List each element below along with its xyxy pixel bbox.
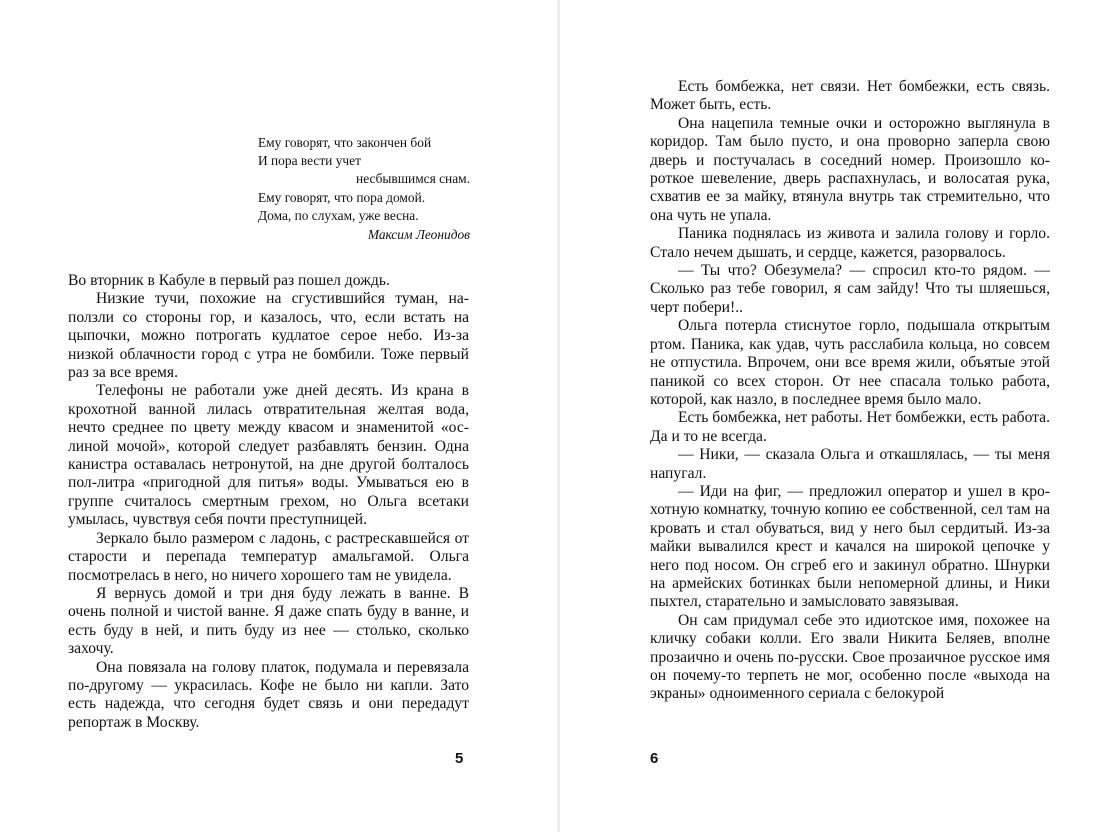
- paragraph: Во вторник в Кабуле в первый раз пошел дождь.: [68, 272, 390, 289]
- paragraph: — Ты что? Обезумела? — спросил кто-то рядом. — Сколько раз тебе говорил, я сам зайду! Что ты шляешься, черт побери!..: [650, 262, 1050, 316]
- epigraph: [258, 134, 470, 244]
- epigraph-line: несбывшимся снам.: [356, 171, 470, 187]
- epigraph-line: Ему говорят, что закончен бой: [258, 135, 432, 150]
- paragraph: Телефоны не работали уже дней десять. Из крана в крохотной ванной лилась отвратительная желтая вода, нечто среднее по цвету между квасом и знаменитой «ослиной мочой», которой следует разбавлять бензин. Одна канистра оставалась нетронутой, на дне другой болталось пол-литра «пригодной для питья» воды. Умываться ею в группе считалось смертным грехом, но Ольга всетаки умылась, чувствуя себя почти преступницей.: [68, 382, 469, 529]
- paragraph: Он сам придумал себе это идиотское имя, похожее на кличку собаки колли. Его звали Никита Беляев, вполне прозаично и очень по-русски. Свое прозаичное русское имя он почему-то терпеть не мог, особенно после «выхода на экраны» одноименного сериала с белокурой: [650, 611, 1050, 703]
- epigraph-author: Максим Леонидов: [367, 227, 470, 243]
- epigraph-line: Ему говорят, что пора домой.: [258, 189, 426, 205]
- page-number: 5: [455, 750, 464, 767]
- paragraph: Есть бомбежка, нет работы. Нет бомбежки, есть работа. Да и то не всегда.: [650, 409, 1050, 445]
- paragraph: Есть бомбежка, нет связи. Нет бомбежки, есть связь. Может быть, есть.: [650, 78, 1050, 114]
- paragraph: Паника поднялась из живота и залила голову и горло. Стало нечем дышать, и сердце, кажется, разорвалось.: [650, 225, 1050, 261]
- paragraph: Низкие тучи, похожие на сгустившийся туман, наползли со стороны гор, и казалось, что, если встать на цыпочки, можно потрогать кудлатое серое небо. Из-за низкой облачности город с утра не бомбили. Тоже первый раз за все время.: [68, 290, 469, 382]
- paragraph: Я вернусь домой и три дня буду лежать в ванне. В очень полной и чистой ванне. Я даже спать буду в ванне, и есть буду в ней, и пить буду из нее — столько, сколько захочу.: [68, 584, 469, 658]
- right-page-text: [650, 78, 1050, 704]
- left-page-text: [68, 272, 469, 732]
- epigraph-line: Дома, по слухам, уже весна.: [258, 207, 419, 223]
- paragraph: — Ники, — сказала Ольга и откашлялась, — ты меня напугал.: [650, 446, 1050, 482]
- paragraph: Она повязала на голову платок, подумала и перевязала по-другому — украсилась. Кофе не было ни капли. Зато есть надежда, что сегодня будет связь и они передадут репортаж в Москву.: [68, 658, 469, 731]
- epigraph-line: И пора вести учет: [258, 153, 361, 169]
- paragraph: Зеркало было размером с ладонь, с растрескавшейся от старости и перепада температур амальгамой. Ольга посмотрелась в него, но ничего хорошего там не увидела.: [68, 529, 469, 584]
- paragraph: — Иди на фиг, — предложил оператор и ушел в крохотную комнатку, точную копию ее собственной, сел там на кровать и стал обуваться, вид у него был сердитый. Из-за майки вывалился крест и качался на широкой цепочке у него под носом. Он сгреб его и закинул обратно. Шнурки на армейских ботинках были непомерной длины, и Ники пыхтел, старательно и замысловато завязывая.: [650, 482, 1050, 611]
- paragraph: Она нацепила темные очки и осторожно выглянула в коридор. Там было пусто, и она проворно заперла свою дверь и постучалась в соседний номер. Произошло короткое шевеление, дверь распахнулась, и волосатая рука, схватив ее за майку, втянула внутрь так стремительно, что она чуть не упала.: [650, 114, 1050, 224]
- page-number: 6: [650, 750, 659, 767]
- left-page: [0, 0, 558, 832]
- paragraph: Ольга потерла стиснутое горло, подышала открытым ртом. Паника, как удав, чуть расслабила кольца, но совсем не отпустила. Впрочем, они все время жили, объятые этой паникой со всех сторон. От нее спасала только работа, которой, как назло, в последнее время было мало.: [650, 317, 1050, 408]
